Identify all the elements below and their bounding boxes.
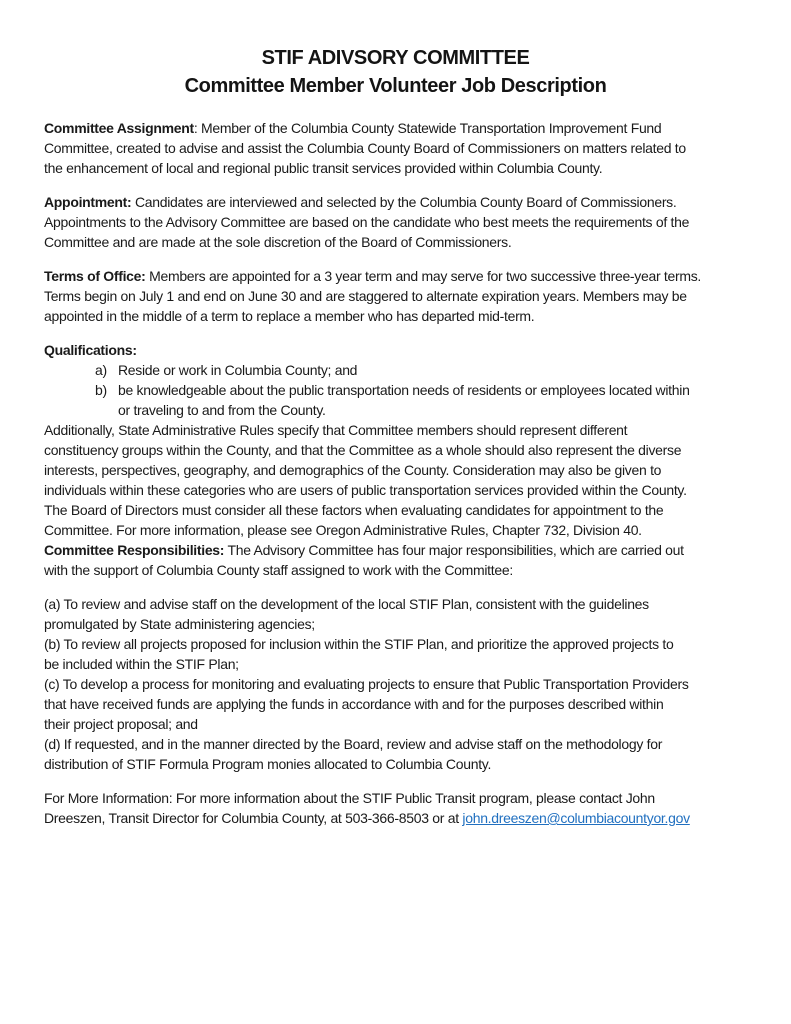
body-text: interests, perspectives, geography, and demographics of the County. Consideration may also be given to bbox=[44, 462, 662, 478]
list-item-text: be knowledgeable about the public transportation needs of residents or employees located within or traveling to and from the County. bbox=[118, 382, 690, 418]
list-item bbox=[95, 380, 747, 420]
body-text: distribution of STIF Formula Program monies allocated to Columbia County. bbox=[44, 756, 492, 772]
body-text: Appointments to the Advisory Committee are based on the candidate who best meets the requirements of the bbox=[44, 214, 690, 230]
list-item bbox=[95, 360, 747, 380]
title-line-2: Committee Member Volunteer Job Description bbox=[184, 75, 607, 97]
paragraph-spacer bbox=[44, 326, 747, 340]
body-text: Terms begin on July 1 and end on June 30 and are staggered to alternate expiration years. Members may be bbox=[44, 288, 687, 304]
paragraph-spacer bbox=[44, 178, 747, 192]
body-text: Members are appointed for a 3 year term and may serve for two successive three-year terms. bbox=[145, 268, 702, 284]
list-marker: a) bbox=[95, 362, 107, 378]
committee-responsibilities-paragraph bbox=[44, 540, 747, 580]
body-text: (b) To review all projects proposed for inclusion within the STIF Plan, and prioritize the approved projects to bbox=[44, 636, 674, 652]
body-text: that have received funds are applying the funds in accordance with and for the purposes described within bbox=[44, 696, 664, 712]
responsibility-b-paragraph bbox=[44, 634, 747, 674]
body-text: Candidates are interviewed and selected by the Columbia County Board of Commissioners. bbox=[131, 194, 677, 210]
bold-lead-text: Terms of Office: bbox=[44, 268, 146, 284]
additional-criteria-paragraph bbox=[44, 420, 747, 540]
body-text: The Board of Directors must consider all these factors when evaluating candidates for appointment to the bbox=[44, 502, 664, 518]
bold-lead-text: Committee Responsibilities: bbox=[44, 542, 225, 558]
qualifications-list bbox=[95, 360, 747, 420]
list-item-text: Reside or work in Columbia County; and bbox=[118, 362, 358, 378]
body-text: the enhancement of local and regional public transit services provided within Columbia County. bbox=[44, 160, 603, 176]
bold-lead-text: Qualifications: bbox=[44, 342, 137, 358]
body-text: For More Information: For more information about the STIF Public Transit program, please contact John bbox=[44, 790, 655, 806]
responsibility-c-paragraph bbox=[44, 674, 747, 734]
body-text: The Advisory Committee has four major responsibilities, which are carried out bbox=[224, 542, 684, 558]
committee-assignment-paragraph bbox=[44, 118, 747, 178]
body-text: Committee and are made at the sole discretion of the Board of Commissioners. bbox=[44, 234, 512, 250]
list-marker: b) bbox=[95, 382, 107, 398]
appointment-paragraph bbox=[44, 192, 747, 252]
qualifications-heading bbox=[44, 340, 747, 360]
terms-of-office-paragraph bbox=[44, 266, 747, 326]
title-line-1: STIF ADIVSORY COMMITTEE bbox=[261, 47, 530, 69]
body-text: constituency groups within the County, and that the Committee as a whole should also represent the diverse bbox=[44, 442, 682, 458]
body-text: their project proposal; and bbox=[44, 716, 198, 732]
paragraph-spacer bbox=[44, 252, 747, 266]
body-text: be included within the STIF Plan; bbox=[44, 656, 239, 672]
document-title bbox=[44, 44, 747, 100]
body-text: appointed in the middle of a term to replace a member who has departed mid-term. bbox=[44, 308, 535, 324]
paragraph-spacer bbox=[44, 580, 747, 594]
body-text: (a) To review and advise staff on the development of the local STIF Plan, consistent with the guidelines bbox=[44, 596, 649, 612]
body-text: (d) If requested, and in the manner directed by the Board, review and advise staff on the methodology for bbox=[44, 736, 663, 752]
body-text: (c) To develop a process for monitoring and evaluating projects to ensure that Public Transportation Providers bbox=[44, 676, 689, 692]
for-more-information-paragraph bbox=[44, 788, 747, 828]
body-text: Additionally, State Administrative Rules specify that Committee members should represent different bbox=[44, 422, 628, 438]
body-text: Committee. For more information, please see Oregon Administrative Rules, Chapter 732, Division 40. bbox=[44, 522, 642, 538]
responsibility-d-paragraph bbox=[44, 734, 747, 774]
document-body bbox=[44, 118, 747, 828]
paragraph-spacer bbox=[44, 774, 747, 788]
bold-lead-text: Appointment: bbox=[44, 194, 132, 210]
body-text: Dreeszen, Transit Director for Columbia County, at 503-366-8503 or at bbox=[44, 810, 463, 826]
body-text: individuals within these categories who are users of public transportation services provided within the County. bbox=[44, 482, 687, 498]
responsibility-a-paragraph bbox=[44, 594, 747, 634]
body-text: promulgated by State administering agencies; bbox=[44, 616, 315, 632]
email-link[interactable]: john.dreeszen@columbiacountyor.gov bbox=[462, 810, 690, 826]
body-text: : Member of the Columbia County Statewide Transportation Improvement Fund bbox=[193, 120, 662, 136]
bold-lead-text: Committee Assignment bbox=[44, 120, 194, 136]
body-text: with the support of Columbia County staff assigned to work with the Committee: bbox=[44, 562, 513, 578]
body-text: Committee, created to advise and assist the Columbia County Board of Commissioners on matters related to bbox=[44, 140, 686, 156]
